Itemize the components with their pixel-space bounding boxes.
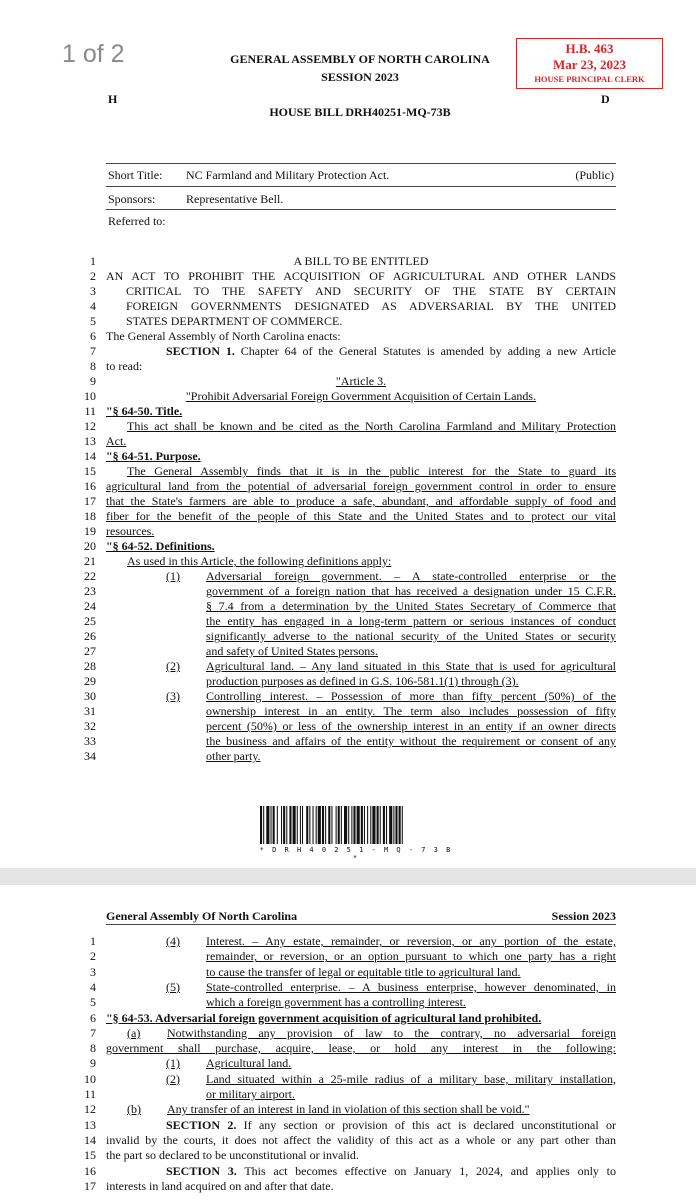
page2-item-text xyxy=(206,980,616,994)
page1-text-span: "§ 64-52. Definitions. xyxy=(106,539,215,553)
barcode-bar xyxy=(393,806,394,844)
session-title: SESSION 2023 xyxy=(321,70,399,84)
page2-line-number: 12 xyxy=(84,1102,96,1117)
page1-item-text-span: Controlling interest. – Possession of more than fifty percent (50%) of the xyxy=(206,689,616,703)
barcode-bar xyxy=(351,806,352,844)
page2-text-span: which a foreign government has a controlling interest. xyxy=(206,995,466,1010)
page2-line-number: 14 xyxy=(84,1132,96,1147)
page1-text-line xyxy=(206,629,616,643)
barcode-bar xyxy=(344,806,347,844)
stamp-date: Mar 23, 2023 xyxy=(552,57,627,72)
page1-line-number: 15 xyxy=(84,464,96,478)
page1-line-number: 3 xyxy=(90,284,96,298)
page1-item-marker: (3) xyxy=(166,689,180,703)
page1-text-line xyxy=(106,374,616,388)
page1-line-number: 14 xyxy=(84,449,96,463)
page2-text-line xyxy=(166,934,616,948)
page1-line-number: 28 xyxy=(84,659,96,673)
page1-line-number: 26 xyxy=(84,629,96,643)
barcode-bar xyxy=(348,806,349,844)
page1-item-marker: (2) xyxy=(166,659,180,673)
page1-line-number: 22 xyxy=(84,569,96,583)
barcode-bar xyxy=(316,806,317,844)
page1-text-span: § 7.4 from a determination by the United States Secretary of Commerce that xyxy=(206,599,616,613)
page1-line-number: 2 xyxy=(90,269,96,283)
page1-text-line xyxy=(106,479,616,493)
page1-line-number: 17 xyxy=(84,494,96,508)
barcode-bar xyxy=(313,806,314,844)
barcode-bar xyxy=(273,806,275,844)
page1-text-line xyxy=(106,449,201,463)
page1-line-number: 27 xyxy=(84,644,96,658)
short-title-label: Short Title: xyxy=(108,168,163,182)
page2-line-number: 11 xyxy=(84,1087,96,1101)
page1-line-number: 4 xyxy=(90,299,96,313)
barcode-bar xyxy=(300,806,301,844)
page1-text-span: significantly adverse to the national security of the United States or security xyxy=(206,629,616,643)
page1-text-line xyxy=(106,389,616,403)
page1-line-number: 32 xyxy=(84,719,96,733)
barcode-bar xyxy=(370,806,371,844)
page1-text-line xyxy=(206,599,616,613)
page1-line-number: 30 xyxy=(84,689,96,703)
page1-text-span: the business and affairs of the entity without the requirement or consent of any xyxy=(206,734,616,748)
barcode-bar xyxy=(389,806,392,844)
barcode-bar xyxy=(318,806,321,844)
page1-text-span: resources. xyxy=(106,524,155,538)
page1-text-line xyxy=(127,554,391,568)
stamp-bill: H.B. 463 xyxy=(565,41,614,56)
clerk-stamp xyxy=(516,38,663,89)
page2-text-line xyxy=(206,1087,295,1101)
page2-item-text xyxy=(206,934,616,948)
barcode-text: * D R H 4 0 2 5 1 - M Q - 7 3 B * xyxy=(259,846,453,862)
page1-item-text xyxy=(206,569,616,583)
page2-text-span: This act becomes effective on January 1, 2024, and applies only to xyxy=(236,1163,616,1178)
page2-text-line xyxy=(166,1118,616,1132)
page2-line-number: 13 xyxy=(84,1117,96,1132)
page1-text-line xyxy=(106,254,616,268)
barcode-bar xyxy=(306,806,308,844)
page1-text-line xyxy=(106,434,126,448)
page2-item-text-span: Interest. – Any estate, remainder, or reversion, or any portion of the estate, xyxy=(206,934,616,948)
barcode-bar xyxy=(322,806,324,844)
page1-text-line xyxy=(206,674,519,688)
page2-text-span: invalid by the courts, it does not affect the validity of this act as a whole or any part other than xyxy=(106,1132,616,1147)
barcode-bar xyxy=(302,806,303,844)
page2-text-line xyxy=(106,1148,359,1162)
barcode-bar xyxy=(297,806,298,844)
page2-text-line xyxy=(106,1041,616,1055)
page1-text-span: "Article 3. xyxy=(335,374,387,388)
page1-item-text-span: Agricultural land. – Any land situated in this State that is used for agricultural xyxy=(206,659,616,673)
barcode-bar xyxy=(383,806,385,844)
page1-item-text xyxy=(206,689,616,703)
page1-line-number: 21 xyxy=(84,554,96,568)
page1-text-span: other party. xyxy=(206,749,261,763)
page1-text-line xyxy=(106,329,341,343)
page2-text-line xyxy=(206,995,466,1009)
page1-text-line xyxy=(127,464,616,478)
sponsors-row xyxy=(106,187,616,210)
barcode-bar xyxy=(331,806,332,844)
page2-line-number: 3 xyxy=(90,964,96,979)
page2-text-span: to cause the transfer of legal or equitable title to agricultural land. xyxy=(206,964,521,979)
page2-item-marker: (4) xyxy=(166,934,180,948)
page1-text-span: SECTION 1. xyxy=(166,344,235,358)
page2-line-number: 10 xyxy=(84,1071,96,1086)
page2-text-line xyxy=(206,965,521,979)
page1-text-span: agricultural land from the potential of adversarial foreign government control in order to ensure xyxy=(106,479,616,493)
bill-number: HOUSE BILL DRH40251-MQ-73B xyxy=(269,105,451,119)
page2-text-span: remainder, or reversion, or an option pursuant to which one party has a right xyxy=(206,949,616,964)
page1-line-number: 34 xyxy=(84,749,96,763)
page2-header-right: Session 2023 xyxy=(551,909,616,923)
page1-line-number: 8 xyxy=(90,359,96,373)
page1-line-number: 24 xyxy=(84,599,96,613)
page2-line-number: 9 xyxy=(90,1056,96,1071)
page1-text-line xyxy=(106,494,616,508)
page1-line-number: 11 xyxy=(84,404,96,418)
page2-text-span: the part so declared to be unconstitutional or invalid. xyxy=(106,1148,359,1163)
barcode-bar xyxy=(277,806,278,844)
page1-text-line xyxy=(106,404,182,418)
page2-text-line xyxy=(127,1026,616,1040)
page2-line-number: 1 xyxy=(90,934,96,948)
page1-text-span: STATES DEPARTMENT OF COMMERCE. xyxy=(126,314,343,328)
page1-text-span: that the State's farmers are able to produce a safe, abundant, and affordable supply of food and xyxy=(106,494,616,508)
barcode-bar xyxy=(377,806,379,844)
page2-line-number: 6 xyxy=(90,1010,96,1025)
page1-text-span: The General Assembly finds that it is in the public interest for the State to guard its xyxy=(127,464,616,478)
page1-line-number: 20 xyxy=(84,539,96,553)
page1-text-span: fiber for the benefit of the people of this State and the United States and to protect our vital xyxy=(106,509,616,523)
page1-text-line xyxy=(206,734,616,748)
page2-text-span: government shall purchase, acquire, lease, or hold any interest in the following: xyxy=(106,1041,616,1056)
page1-line-number: 6 xyxy=(90,329,96,343)
referred-row xyxy=(106,210,616,232)
page1-text-line xyxy=(166,569,616,583)
page2-item-text xyxy=(167,1026,616,1040)
page1-text-line xyxy=(206,704,616,718)
page2-item-text xyxy=(206,1072,616,1086)
page1-line-number: 5 xyxy=(90,314,96,328)
page1-text-span: "Prohibit Adversarial Foreign Government Acquisition of Certain Lands. xyxy=(185,389,537,403)
page1-text-span: A BILL TO BE ENTITLED xyxy=(293,254,429,268)
page1-text-line xyxy=(106,359,142,373)
page2-line-number: 2 xyxy=(90,949,96,964)
barcode-bar xyxy=(289,806,291,844)
page2-text-line xyxy=(106,1011,541,1025)
page1-line-number: 19 xyxy=(84,524,96,538)
page2-text-span: or military airport. xyxy=(206,1087,295,1101)
page1-text-span: Act. xyxy=(106,434,127,448)
page1-text-line xyxy=(126,314,342,328)
page1-text-span: "§ 64-50. Title. xyxy=(106,404,183,418)
page1-line-number: 33 xyxy=(84,734,96,748)
page2-text-span: interests in land acquired on and after that date. xyxy=(106,1178,334,1193)
sponsors-value: Representative Bell. xyxy=(186,192,284,206)
page2-line-number: 5 xyxy=(90,995,96,1010)
referred-label: Referred to: xyxy=(108,214,166,228)
page1-text-span: to read: xyxy=(106,359,143,373)
page1-item-text xyxy=(206,659,616,673)
barcode-bar xyxy=(341,806,342,844)
page1-item-text-span: Adversarial foreign government. – A state-controlled enterprise or the xyxy=(206,569,616,583)
page1-item-marker: (1) xyxy=(166,569,180,583)
barcode-bar xyxy=(402,806,403,844)
page2-text-line xyxy=(166,1072,616,1086)
chamber-letter-left: H xyxy=(108,92,118,106)
barcode-bar xyxy=(399,806,401,844)
page1-text-line xyxy=(166,659,616,673)
page1-line-number: 13 xyxy=(84,434,96,448)
barcode-bar xyxy=(386,806,387,844)
page1-text-span: This act shall be known and be cited as the North Carolina Farmland and Military Protection xyxy=(127,419,616,433)
barcode-bar xyxy=(364,806,365,844)
page2-text-line xyxy=(166,1164,616,1178)
page1-text-span: As used in this Article, the following definitions apply: xyxy=(127,554,392,568)
barcode-bar xyxy=(286,806,287,844)
barcode-bar xyxy=(271,806,272,844)
page1-text-span: production purposes as defined in G.S. 106-581.1(1) through (3). xyxy=(206,674,519,688)
page1-line-number: 9 xyxy=(90,374,96,388)
page1-text-line xyxy=(126,284,616,298)
page2-item-marker: (a) xyxy=(127,1025,141,1040)
barcode-bar xyxy=(281,806,282,844)
page1-text-line xyxy=(166,689,616,703)
page1-text-span: ownership interest in an entity. The term also includes possession of fifty xyxy=(206,704,616,718)
page2-line-number: 17 xyxy=(84,1178,96,1193)
page2-text-line xyxy=(206,949,616,963)
page1-line-number: 18 xyxy=(84,509,96,523)
barcode-bar xyxy=(260,806,262,844)
page1-text-line xyxy=(106,539,215,553)
page1-text-span: AN ACT TO PROHIBIT THE ACQUISITION OF AGRICULTURAL AND OTHER LANDS xyxy=(106,269,616,283)
barcode-bar xyxy=(293,806,296,844)
barcode-bar xyxy=(380,806,381,844)
barcode-bar xyxy=(372,806,375,844)
short-title-value: NC Farmland and Military Protection Act. xyxy=(186,168,390,182)
page1-line-number: 31 xyxy=(84,704,96,718)
barcode-bar xyxy=(336,806,337,844)
page2-header xyxy=(106,907,616,925)
page1-text-span: "§ 64-51. Purpose. xyxy=(106,449,201,463)
page2-text-line xyxy=(166,980,616,994)
barcode-bar xyxy=(309,806,310,844)
page2-line-number: 4 xyxy=(90,979,96,994)
barcode-bar xyxy=(338,806,340,844)
page2-item-marker: (5) xyxy=(166,979,180,994)
page1-text-span: CRITICAL TO THE SAFETY AND SECURITY OF THE STATE BY CERTAIN xyxy=(126,284,616,298)
page2-item-text-span: State-controlled enterprise. – A business enterprise, however denominated, in xyxy=(206,979,616,994)
page1-text-line xyxy=(206,614,616,628)
page1-text-line xyxy=(126,299,616,313)
barcode-bar xyxy=(266,806,269,844)
barcode-bar xyxy=(353,806,355,844)
page1-text-line xyxy=(106,269,616,283)
public-tag: (Public) xyxy=(575,168,614,182)
barcode-bar xyxy=(328,806,330,844)
page2-item-text xyxy=(206,1056,676,1070)
page1-line-number: 10 xyxy=(84,389,96,403)
page2-item-text-span: Any transfer of an interest in land in violation of this section shall be void." xyxy=(167,1102,530,1117)
page1-line-number: 25 xyxy=(84,614,96,628)
page1-text-line xyxy=(206,749,261,763)
page2-item-marker: (2) xyxy=(166,1071,180,1086)
page2-item-text-span: Land situated within a 25-mile radius of a military base, military installation, xyxy=(206,1071,616,1086)
barcode-bar xyxy=(361,806,363,844)
page1-text-line xyxy=(127,419,616,433)
page1-text-line xyxy=(206,644,378,658)
page2-item-text-span: Notwithstanding any provision of law to the contrary, no adversarial foreign xyxy=(167,1025,616,1040)
page1-line-number: 16 xyxy=(84,479,96,493)
page2-text-line xyxy=(106,1179,334,1193)
page1-text-span: percent (50%) or less of the ownership interest in an entity if an owner directs xyxy=(206,719,616,733)
page1-text-span: and safety of United States persons. xyxy=(206,644,378,658)
page1-text-span: the entity has engaged in a long-term pattern or serious instances of conduct xyxy=(206,614,616,628)
bill-page-2 xyxy=(0,885,696,1200)
page1-text-line xyxy=(106,524,154,538)
page2-header-left: General Assembly Of North Carolina xyxy=(106,909,298,923)
page2-text-span: "§ 64-53. Adversarial foreign government acquisition of agricultural land prohibited. xyxy=(106,1010,542,1025)
short-title-row xyxy=(106,163,616,187)
page2-text-line xyxy=(106,1133,616,1147)
page1-line-number: 7 xyxy=(90,344,96,358)
page2-line-number: 15 xyxy=(84,1148,96,1163)
page2-item-text xyxy=(167,1102,637,1116)
page1-text-line xyxy=(206,719,616,733)
page1-line-number: 12 xyxy=(84,419,96,433)
sponsors-label: Sponsors: xyxy=(108,192,156,206)
barcode-bar xyxy=(357,806,360,844)
page-counter: 1 of 2 xyxy=(62,40,125,68)
page1-line-number: 29 xyxy=(84,674,96,688)
barcode-bar xyxy=(325,806,326,844)
barcode-bar xyxy=(395,806,397,844)
assembly-title: GENERAL ASSEMBLY OF NORTH CAROLINA xyxy=(230,52,490,66)
page2-text-span: SECTION 3. xyxy=(166,1163,237,1178)
page1-line-number: 1 xyxy=(90,254,96,268)
page1-text-line xyxy=(206,584,616,598)
barcode-bar xyxy=(283,806,285,844)
page1-text-span: Chapter 64 of the General Statutes is amended by adding a new Article xyxy=(234,344,616,358)
page1-text-span: The General Assembly of North Carolina enacts: xyxy=(106,329,341,343)
page2-item-text-span: Agricultural land. xyxy=(206,1056,292,1071)
barcode-bar xyxy=(367,806,368,844)
page2-line-number: 16 xyxy=(84,1163,96,1178)
page1-line-number: 23 xyxy=(84,584,96,598)
page2-item-marker: (1) xyxy=(166,1056,180,1071)
barcode xyxy=(258,806,454,846)
page1-text-span: FOREIGN GOVERNMENTS DESIGNATED AS ADVERSARIAL BY THE UNITED xyxy=(126,299,616,313)
page1-text-line xyxy=(106,509,616,523)
page2-line-number: 7 xyxy=(90,1025,96,1040)
page2-text-span: SECTION 2. xyxy=(166,1117,237,1132)
page1-text-span: government of a foreign nation that has received a designation under 15 C.F.R. xyxy=(206,584,616,598)
barcode-bar xyxy=(263,806,264,844)
page2-text-span: If any section or provision of this act is declared unconstitutional or xyxy=(236,1117,616,1132)
page1-text-line xyxy=(166,344,616,358)
stamp-clerk: HOUSE PRINCIPAL CLERK xyxy=(534,74,645,84)
draft-letter-right: D xyxy=(601,92,610,106)
page2-line-number: 8 xyxy=(90,1041,96,1056)
page2-item-marker: (b) xyxy=(127,1102,141,1117)
